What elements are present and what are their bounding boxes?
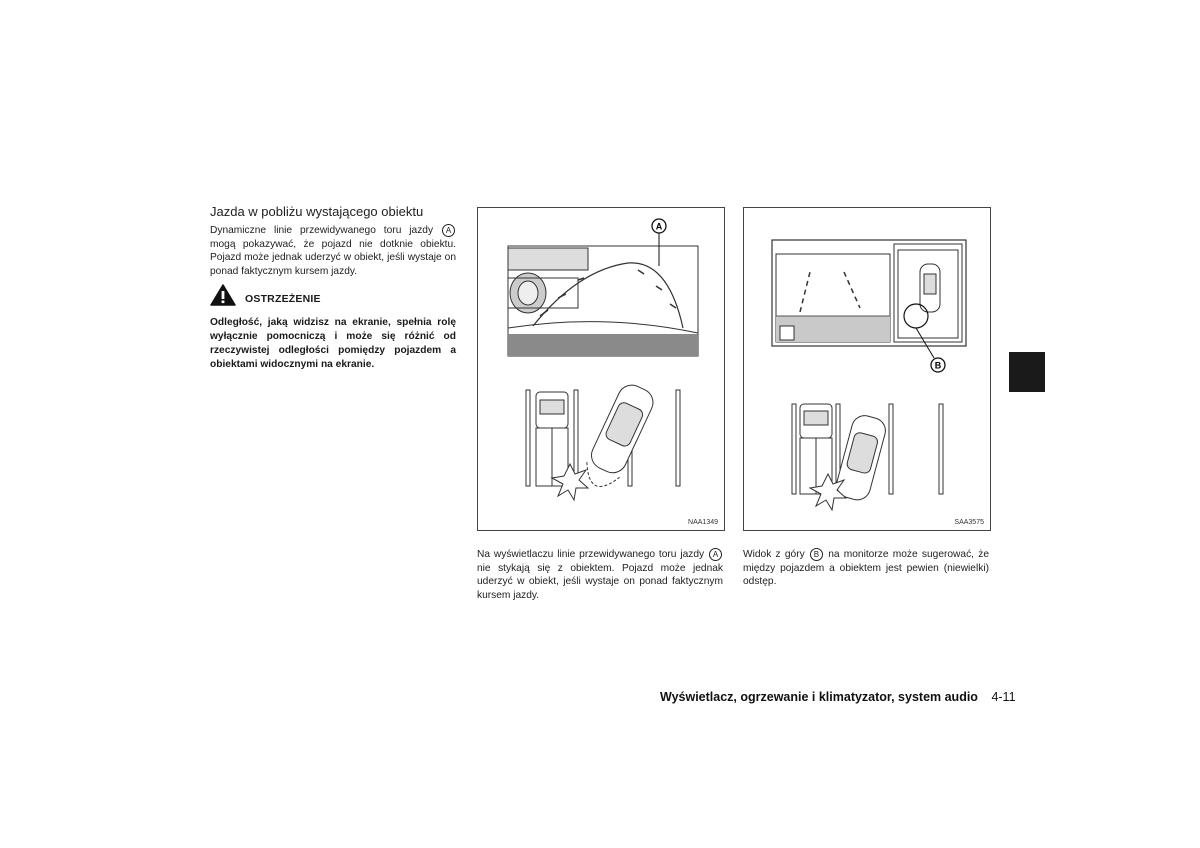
callout-a-marker-caption: A (709, 548, 722, 561)
warning-text: Odległość, jaką widzisz na ekranie, spełnia rolę wyłącznie pomocniczą i może się różnić od rzeczywistej odległości pomiędzy pojazdem a obiektami widocznymi na ekranie. (210, 317, 456, 370)
callout-b-marker-caption: B (810, 548, 823, 561)
intro-text-2: mogą pokazywać, że pojazd nie dotknie obiektu. Pojazd może jednak uderzyć w obiekt, jeśli wystaje on ponad faktycznym kursem jazdy. (210, 238, 456, 277)
intro-paragraph (210, 224, 456, 279)
page-footer (660, 690, 1016, 704)
chapter-tab-marker (1009, 352, 1045, 392)
figure-callout-a: A (655, 221, 663, 232)
intro-text-1: Dynamiczne linie przewidywanego toru jazdy (210, 225, 434, 237)
figure-saa3575 (743, 207, 991, 531)
footer-chapter-title: Wyświetlacz, ogrzewanie i klimatyzator, system audio (660, 690, 978, 704)
figure-caption-1 (477, 548, 723, 603)
caption-1-text-1: Na wyświetlaczu linie przewidywanego toru jazdy (477, 549, 705, 561)
caption-2-text-1: Widok z góry (743, 549, 805, 561)
warning-triangle-icon (210, 284, 236, 306)
illustration-rear-camera-collision (478, 208, 724, 530)
figure-callout-b: B (934, 360, 942, 371)
figure-naa1349 (477, 207, 725, 531)
page-number: 4-11 (991, 690, 1016, 704)
section-heading: Jazda w pobliżu wystającego obiektu (210, 204, 424, 219)
callout-a-marker: A (442, 224, 455, 237)
warning-header (210, 284, 321, 311)
figure-caption-2 (743, 548, 989, 589)
figure-code: NAA1349 (688, 519, 718, 526)
figure-code: SAA3575 (954, 519, 984, 526)
caption-1-text-2: nie stykają się z obiektem. Pojazd może jednak uderzyć w obiekt, jeśli wystaje on ponad faktycznym kursem jazdy. (477, 562, 723, 601)
illustration-top-view-monitor (744, 208, 990, 530)
warning-title: OSTRZEŻENIE (245, 293, 321, 305)
caption-2-text-2: na monitorze może sugerować, że między pojazdem a obiektem jest pewien (niewielki) odstęp. (743, 549, 989, 588)
